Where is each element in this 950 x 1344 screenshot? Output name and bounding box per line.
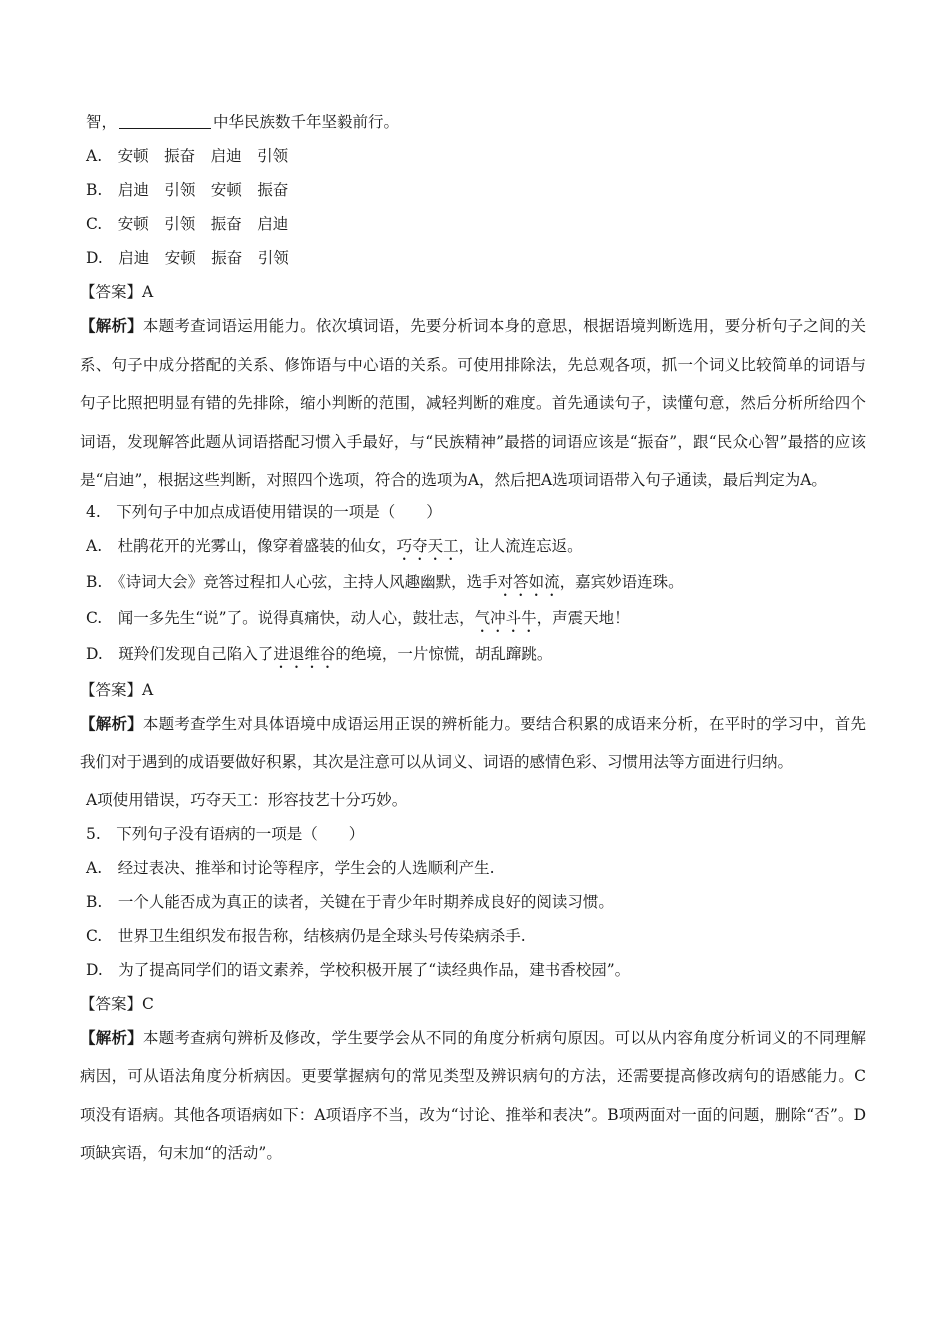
q4-option-a [86,536,866,570]
option-text: A. 杜鹃花开的光雾山，像穿着盛装的仙女， [86,536,397,555]
option-text: ，让人流连忘返。 [458,536,583,555]
answer-value: A [142,680,154,699]
q4-stem: 4. 下列句子中加点成语使用错误的一项是（ ） [86,502,442,521]
answer-label: 【答案】 [80,680,143,699]
option-text: ，嘉宾妙语连珠。 [559,572,684,591]
q4-option-d [86,644,866,678]
answer-label: 【答案】 [80,283,143,301]
fill-in-blank [119,114,211,129]
dotted-idiom: 气冲斗牛 [474,608,537,627]
q3-stem-tail [86,112,866,146]
dotted-idiom: 巧夺天工 [396,536,459,555]
q4-analysis [80,705,866,782]
q3-stem-tail-before: 智， [86,113,118,131]
q5-option-c: C. 世界卫生组织发布报告称，结核病仍是全球头号传染病杀手. [86,926,526,945]
q5-analysis [80,1019,866,1173]
q4-analysis-extra: A项使用错误，巧夺天工：形容技艺十分巧妙。 [86,790,408,809]
q4-option-b [86,572,866,606]
q5-option-a: A. 经过表决、推举和讨论等程序，学生会的人选顺利产生. [86,858,495,877]
dotted-idiom: 对答如流 [497,572,560,591]
analysis-text: 本题考查病句辨析及修改，学生要学会从不同的角度分析病句原因。可以从内容角度分析词义的不同理解病因，可从语法角度分析病因。更要掌握病句的常见类型及辨识病句的方法，还需要提高修改病句的语感能力。C项没有语病。其他各项语病如下：A项语序不当，改为“讨论、推举和表决”。B项两面对一面的问题，删除“否”。D项缺宾语，句末加“的活动”。 [80,1028,866,1162]
answer-value: A [142,283,154,301]
answer-label: 【答案】 [80,994,143,1013]
option-text: ，声震天地！ [536,608,630,627]
q5-stem: 5. 下列句子没有语病的一项是（ ） [86,824,365,843]
option-text: B. 《诗词大会》竞答过程扣人心弦，主持人风趣幽默，选手 [86,572,498,591]
q3-option-d: D. 启迪 安顿 振奋 引领 [86,249,289,267]
analysis-label: 【解析】 [80,713,143,733]
option-text: C. 闻一多先生“说”了。说得真痛快，动人心，鼓壮志， [86,608,475,627]
option-text: D. 斑羚们发现自己陷入了 [86,644,274,663]
dotted-idiom: 进退维谷 [273,644,336,663]
analysis-text: 本题考查词语运用能力。依次填词语，先要分析词本身的意思，根据语境判断选用，要分析句子之间的关系、句子中成分搭配的关系、修饰语与中心语的关系。可使用排除法，先总观各项，抓一个词义比较简单的词语与句子比照把明显有错的先排除，缩小判断的范围，减轻判断的难度。首先通读句子，读懂句意，然后分析所给四个词语，发现解答此题从词语搭配习惯入手最好，与“民族精神”最搭的词语应该是“振奋”，跟“民众心智”最搭的应该是“启迪”，根据这些判断，对照四个选项，符合的选项为A，然后把A选项词语带入句子通读，最后判定为A。 [80,317,866,489]
q5-option-b: B. 一个人能否成为真正的读者，关键在于青少年时期养成良好的阅读习惯。 [86,892,614,911]
document-page [80,112,866,1173]
option-text: 的绝境，一片惊慌，胡乱蹿跳。 [335,644,553,663]
q3-option-c: C. 安顿 引领 振奋 启迪 [86,215,289,233]
q5-option-d: D. 为了提高同学们的语文素养，学校积极开展了“读经典作品，建书香校园”。 [86,960,631,979]
analysis-label: 【解析】 [80,316,143,335]
q3-option-b: B. 启迪 引领 安顿 振奋 [86,181,289,199]
q3-stem-tail-after: 中华民族数千年坚毅前行。 [213,113,400,131]
q3-analysis [80,307,866,500]
q3-option-a: A. 安顿 振奋 启迪 引领 [86,147,289,165]
analysis-text: 本题考查学生对具体语境中成语运用正误的辨析能力。要结合积累的成语来分析，在平时的学习中，首先我们对于遇到的成语要做好积累，其次是注意可以从词义、词语的感情色彩、习惯用法等方面进行归纳。 [80,714,866,771]
q4-option-c [86,608,866,642]
answer-value: C [142,994,154,1013]
analysis-label: 【解析】 [80,1027,143,1047]
